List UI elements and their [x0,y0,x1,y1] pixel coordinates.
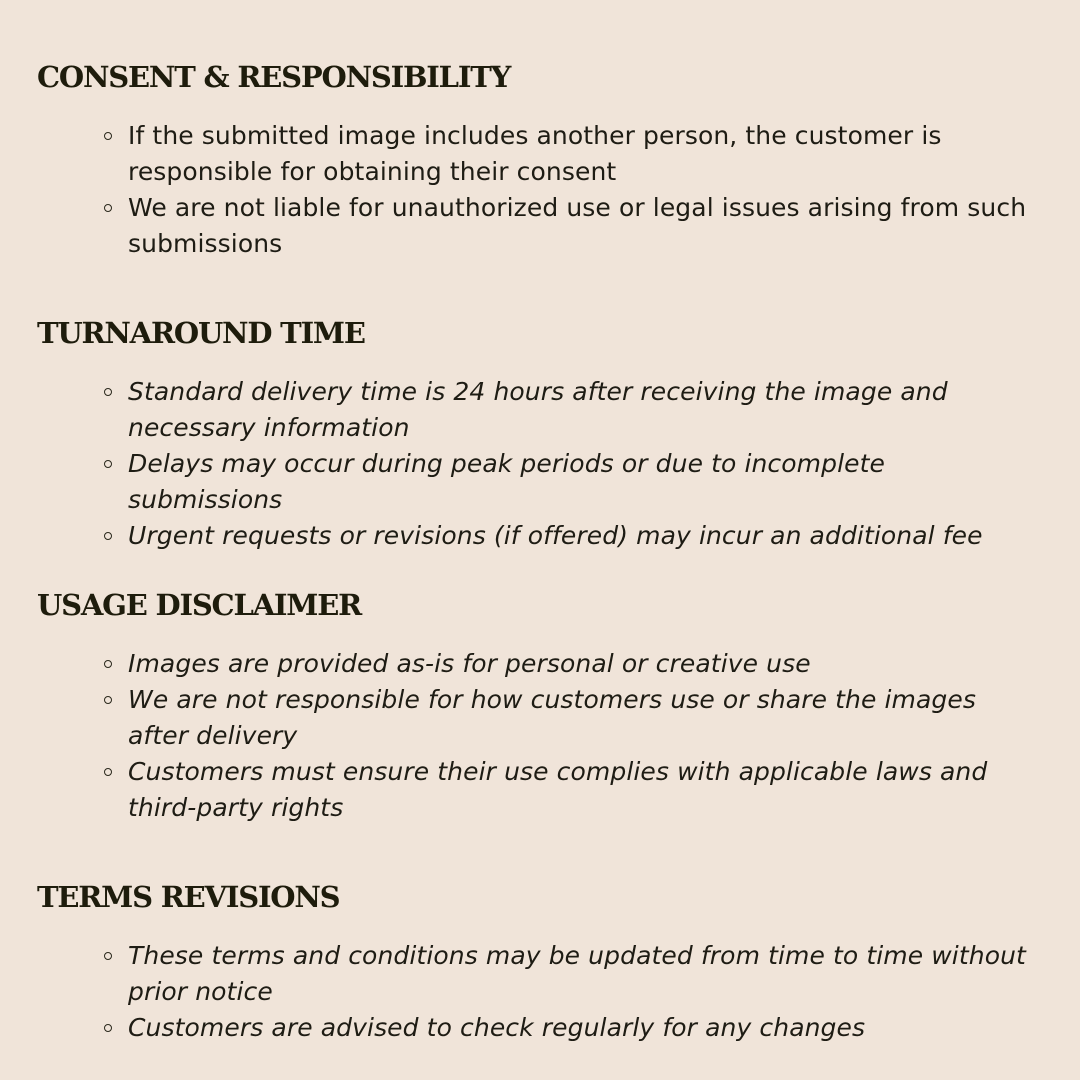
list-item [0,190,1038,262]
list-item-text: We are not liable for unauthorized use or legal issues arising from such submissions [128,193,1027,258]
list-item-text: These terms and conditions may be updated from time to time without prior notice [128,941,1026,1006]
list-item [0,374,1038,446]
section-heading: TERMS REVISIONS [37,880,340,914]
hollow-circle-bullet-icon [104,952,112,960]
bullet-list [0,646,1038,826]
list-item [0,518,1038,554]
list-item-text: Customers are advised to check regularly for any changes [128,1013,866,1042]
hollow-circle-bullet-icon [104,696,112,704]
bullet-list [0,374,1038,554]
list-item [0,754,1038,826]
list-item-text: Standard delivery time is 24 hours after receiving the image and necessary information [128,377,948,442]
list-item [0,446,1038,518]
bullet-list [0,118,1038,262]
list-item [0,1010,1038,1046]
list-item-text: If the submitted image includes another person, the customer is responsible for obtaining their consent [128,121,942,186]
list-item-text: Delays may occur during peak periods or due to incomplete submissions [128,449,886,514]
hollow-circle-bullet-icon [104,660,112,668]
hollow-circle-bullet-icon [104,1024,112,1032]
list-item-text: Customers must ensure their use complies with applicable laws and third-party rights [128,757,988,822]
hollow-circle-bullet-icon [104,132,112,140]
hollow-circle-bullet-icon [104,532,112,540]
list-item [0,646,1038,682]
list-item-text: Urgent requests or revisions (if offered) may incur an additional fee [128,521,983,550]
list-item [0,938,1038,1010]
list-item-text: Images are provided as-is for personal or creative use [128,649,811,678]
section-heading: USAGE DISCLAIMER [37,588,361,622]
hollow-circle-bullet-icon [104,204,112,212]
section-heading: CONSENT & RESPONSIBILITY [37,60,511,94]
hollow-circle-bullet-icon [104,388,112,396]
section-heading: TURNAROUND TIME [37,316,365,350]
list-item-text: We are not responsible for how customers use or share the images after delivery [128,685,977,750]
hollow-circle-bullet-icon [104,768,112,776]
list-item [0,682,1038,754]
list-item [0,118,1038,190]
hollow-circle-bullet-icon [104,460,112,468]
bullet-list [0,938,1038,1046]
